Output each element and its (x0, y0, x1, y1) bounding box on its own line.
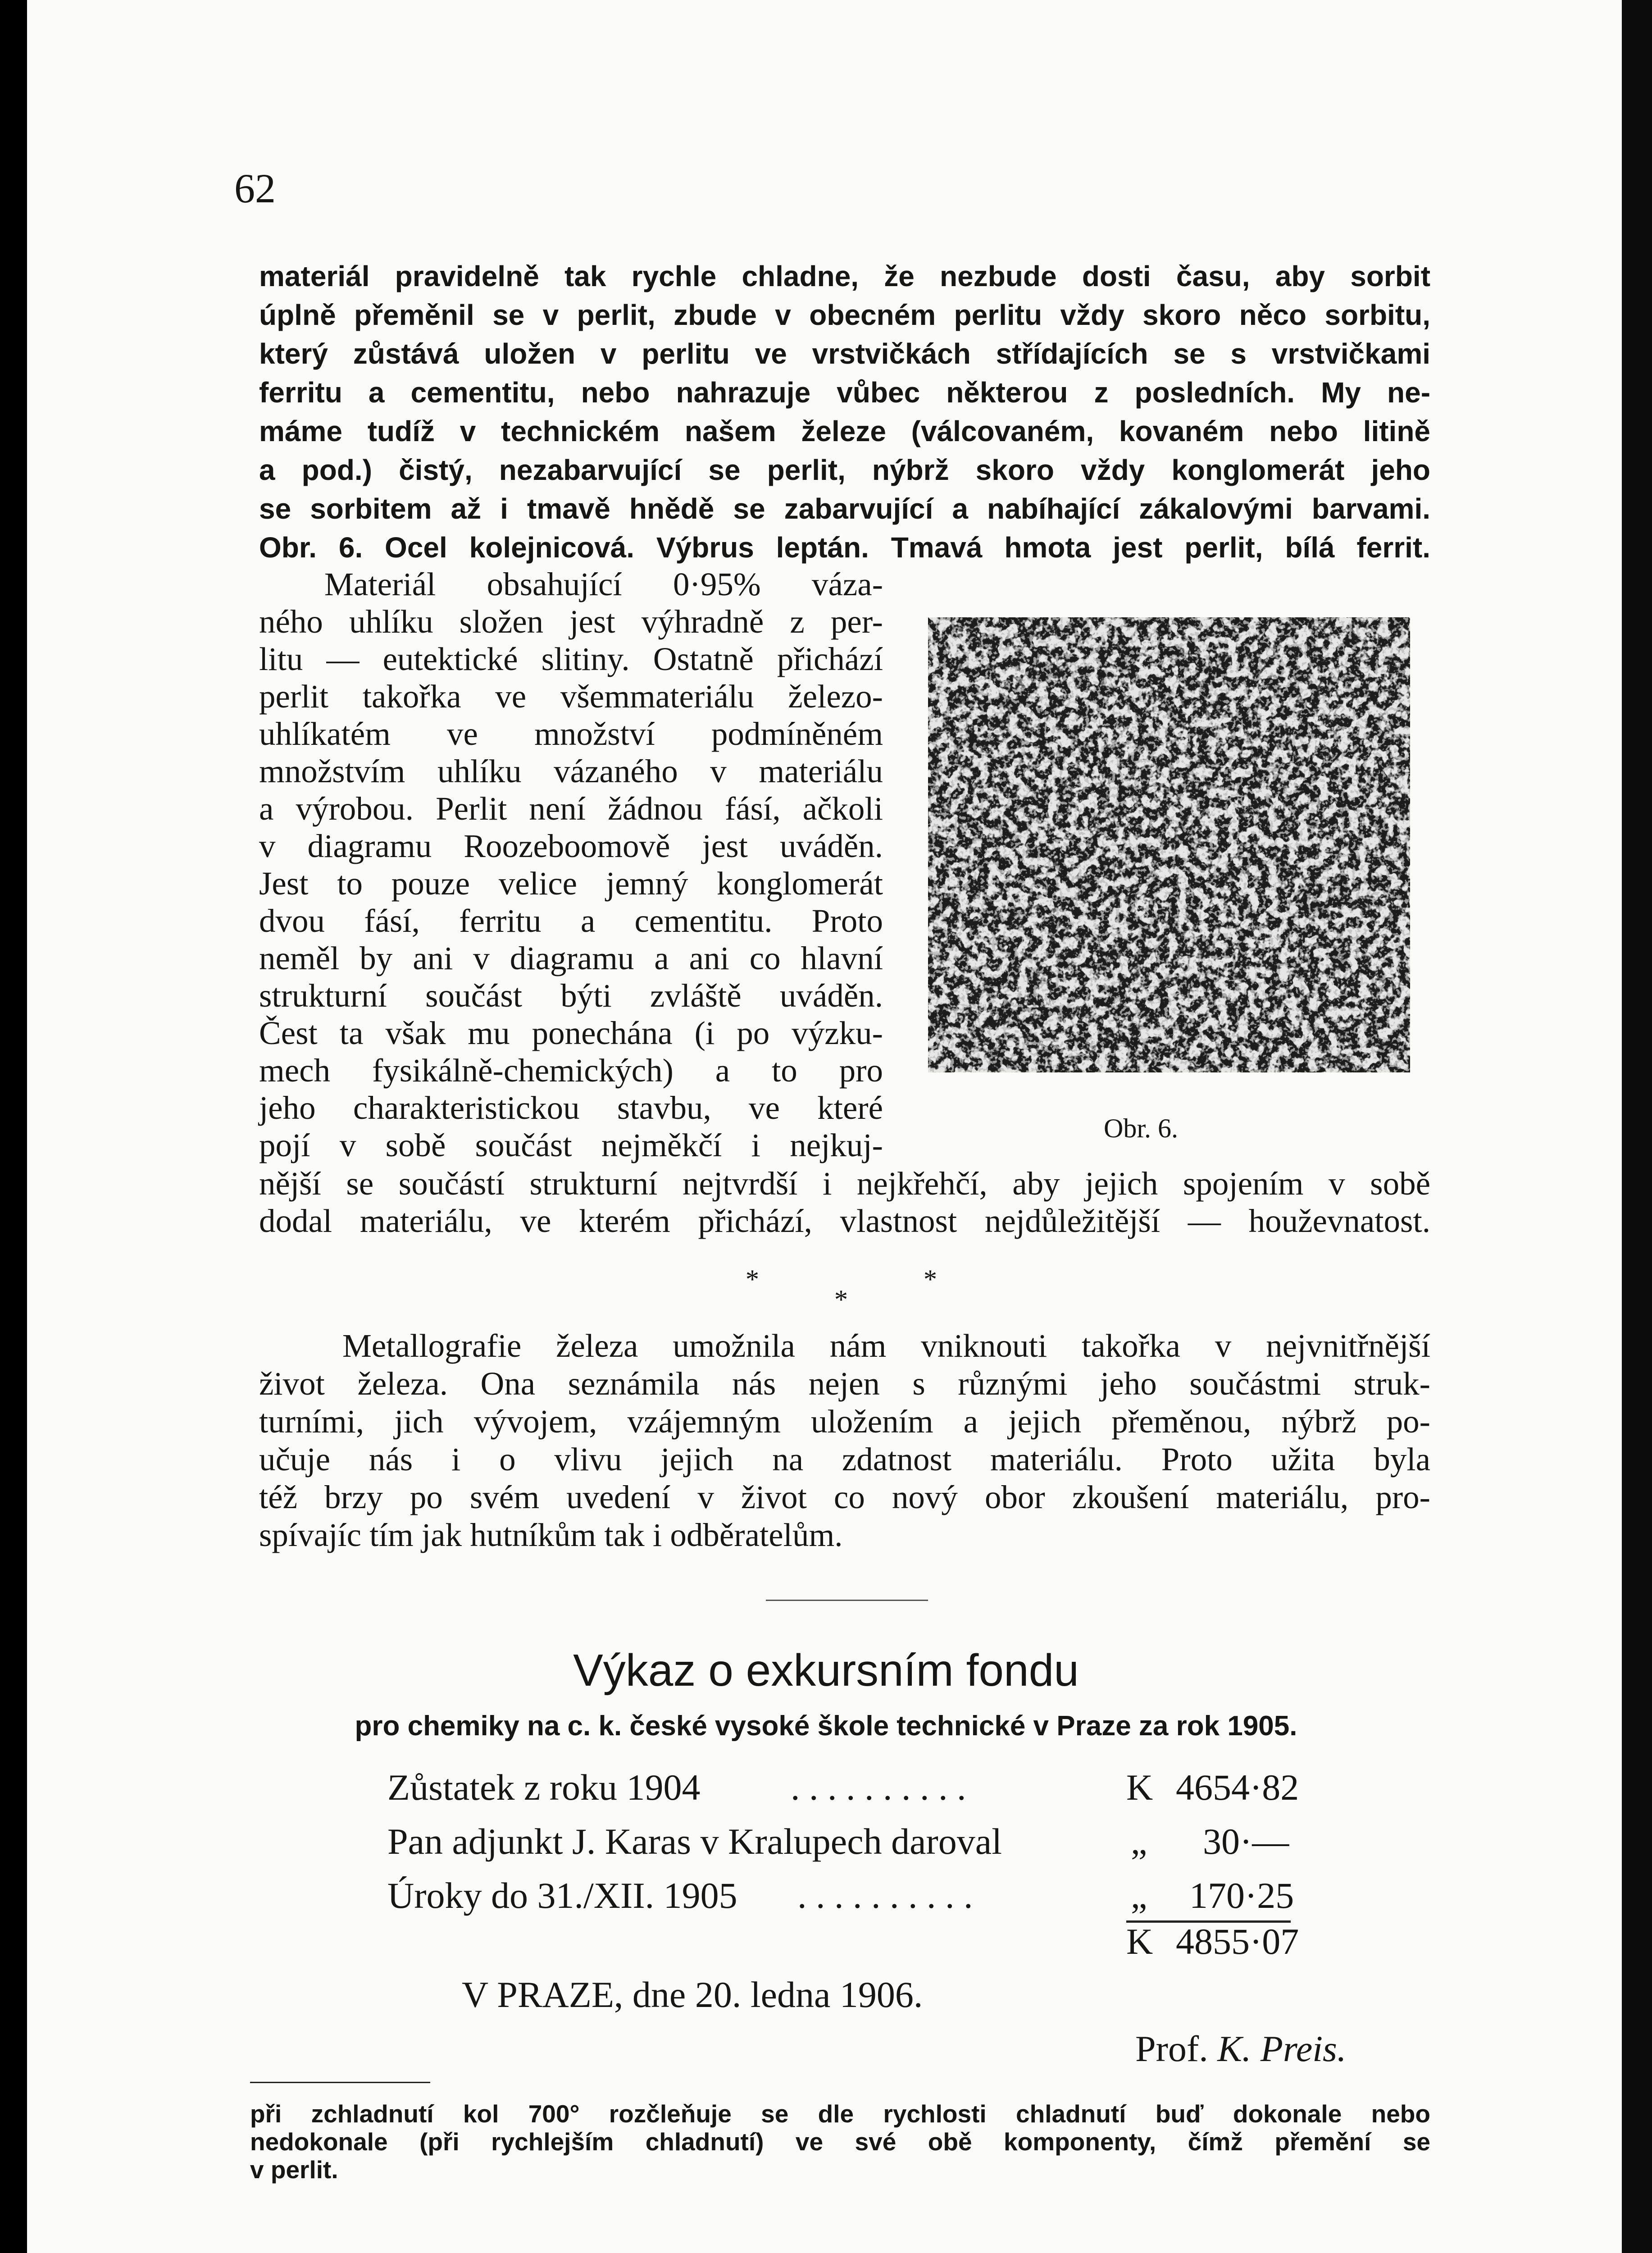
total-currency: K (1126, 1921, 1153, 1962)
signature-name: K. Preis. (1217, 2028, 1347, 2069)
text-line: perlit takořka ve všemmateriálu železo- (259, 678, 883, 715)
account-row-currency: K (1126, 1767, 1153, 1808)
micrograph-image (928, 617, 1410, 1072)
column-text (259, 566, 883, 1164)
text-line: pojí v sobě součást nejměkčí i nejkuj- (259, 1127, 883, 1163)
paragraph-2-end (259, 1165, 1430, 1240)
account-row-amount: 30·— (1203, 1821, 1289, 1862)
text-line: úplně přeměnil se v perlit, zbude v obecném perlitu vždy skoro něco sorbitu, (259, 299, 1430, 331)
section-divider (766, 1600, 928, 1601)
account-row-label: Úroky do 31./XII. 1905 (387, 1875, 737, 1916)
account-row-leader: . . . . . . . . . . (797, 1875, 973, 1916)
total-amount: 4855·07 (1176, 1921, 1299, 1962)
figure-label: Obr. 6. (1104, 1113, 1178, 1143)
account-row-currency: „ (1131, 1875, 1147, 1916)
text-line: učuje nás i o vlivu jejich na zdatnost materiálu. Proto užita byla (259, 1441, 1430, 1478)
text-line: ného uhlíku složen jest výhradně z per- (259, 603, 883, 640)
text-line: turními, jich vývojem, vzájemným uložením a jejich přeměnou, nýbrž po- (259, 1403, 1430, 1440)
account-row-currency: „ (1131, 1821, 1147, 1862)
signature-prefix: Prof. (1135, 2028, 1208, 2069)
text-line: máme tudíž v technickém našem železe (válcovaném, kovaném nebo litině (259, 415, 1430, 447)
text-line: život železa. Ona seznámila nás nejen s různými jeho součástmi struk- (259, 1365, 1430, 1402)
text-line: uhlíkatém ve množství podmíněném (259, 716, 883, 752)
report-date: V PRAZE, dne 20. ledna 1906. (462, 1974, 923, 2015)
text-line: se sorbitem až i tmavě hnědě se zabarvující a nabíhající zákalovými barvami. (259, 493, 1430, 525)
text-line: Materiál obsahující 0·95% váza- (324, 566, 883, 602)
footnote-rule (250, 2082, 430, 2083)
page-number: 62 (234, 165, 276, 211)
section-star: * (834, 1285, 848, 1314)
account-row-label: Pan adjunkt J. Karas v Kralupech daroval (387, 1821, 1002, 1862)
paragraph-1 (259, 257, 1430, 567)
text-line: mech fysikálně-chemických) a to pro (259, 1052, 883, 1089)
section-star: * (746, 1264, 759, 1294)
text-line: strukturní součást býti zvláště uváděn. (259, 977, 883, 1014)
text-line: materiál pravidelně tak rychle chladne, že nezbude dosti času, aby sorbit (259, 260, 1430, 292)
signature (1135, 2028, 1346, 2070)
text-line: v diagramu Roozeboomově jest uváděn. (259, 828, 883, 864)
account-row-leader: . . . . . . . . . . (791, 1767, 966, 1808)
report-title: Výkaz o exkursním fondu (573, 1645, 1079, 1696)
text-line: spívajíc tím jak hutníkům tak i odběratelům. (259, 1517, 843, 1553)
text-line: neměl by ani v diagramu a ani co hlavní (259, 940, 883, 976)
text-line: nedokonale (při rychlejším chladnutí) ve své obě komponenty, čímž přemění se (250, 2128, 1430, 2156)
account-row-amount: 4654·82 (1176, 1767, 1299, 1808)
text-line: též brzy po svém uvedení v život co nový obor zkoušení materiálu, pro- (259, 1479, 1430, 1515)
text-line: Jest to pouze velice jemný konglomerát (259, 865, 883, 902)
text-line: který zůstává uložen v perlitu ve vrstvičkách střídajících se s vrstvičkami (259, 337, 1430, 370)
text-line: dvou fásí, ferritu a cementitu. Proto (259, 903, 883, 939)
figure-caption: Obr. 6. Ocel kolejnicová. Výbrus leptán. Tmavá hmota jest perlit, bílá ferrit. (259, 531, 1430, 564)
text-line: a pod.) čistý, nezabarvující se perlit, nýbrž skoro vždy konglomerát jeho (259, 454, 1430, 486)
text-line: v perlit. (250, 2156, 338, 2184)
text-line: Čest ta však mu ponechána (i po výzku- (259, 1015, 883, 1051)
paragraph-3 (259, 1327, 1430, 1554)
footnote (250, 2100, 1430, 2184)
text-line: a výrobou. Perlit není žádnou fásí, ačkoli (259, 790, 883, 827)
account-row-label: Zůstatek z roku 1904 (387, 1767, 701, 1808)
text-line: množstvím uhlíku vázaného v materiálu (259, 753, 883, 789)
section-star: * (924, 1264, 937, 1294)
micrograph-texture (928, 617, 1410, 1072)
account-row-amount: 170·25 (1189, 1875, 1294, 1916)
text-line: při zchladnutí kol 700° rozčleňuje se dle rychlosti chladnutí buď dokonale nebo (250, 2100, 1430, 2128)
text-line: dodal materiálu, ve kterém přichází, vlastnost nejdůležitější — houževnatost. (259, 1203, 1430, 1239)
text-line: litu — eutektické slitiny. Ostatně přichází (259, 641, 883, 677)
text-line: nější se součástí strukturní nejtvrdší i nejkřehčí, aby jejich spojením v sobě (259, 1165, 1430, 1202)
text-line: Metallografie železa umožnila nám vniknouti takořka v nejvnitřnější (342, 1327, 1430, 1364)
scan-edge (1622, 0, 1652, 2253)
text-line: jeho charakteristickou stavbu, ve které (259, 1090, 883, 1126)
text-line: ferritu a cementitu, nebo nahrazuje vůbec některou z posledních. My ne- (259, 376, 1430, 409)
report-subtitle: pro chemiky na c. k. české vysoké škole technické v Praze za rok 1905. (355, 1710, 1297, 1742)
